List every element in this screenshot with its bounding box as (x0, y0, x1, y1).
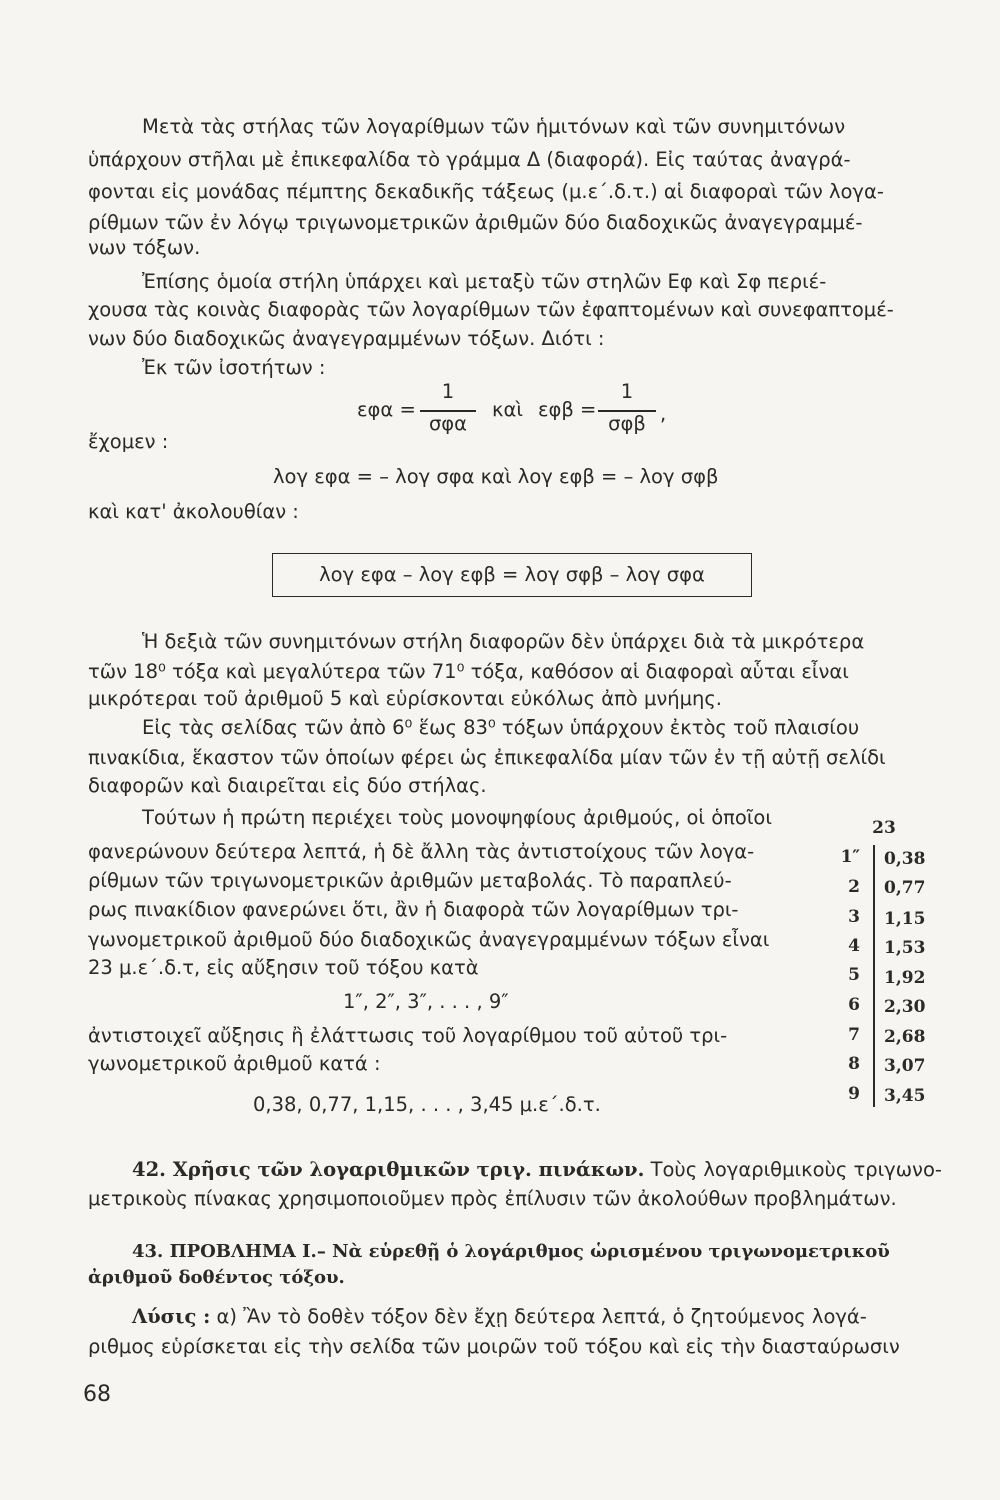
table-seconds: 9 (848, 1084, 860, 1104)
fraction-1-denominator: σφα (428, 412, 468, 435)
solution-text-1: α) Ἂν τὸ δοθὲν τόξον δὲν ἔχῃ δεύτερα λεπτά, ὁ ζητούμενος λογά- (210, 1305, 867, 1328)
table-seconds: 8 (848, 1054, 860, 1074)
section-42-text-1: Τοὺς λογαριθμικοὺς τριγωνο- (644, 1158, 942, 1181)
section-42-heading: 42. Χρῆσις τῶν λογαριθμικῶν τριγ. πινάκων. (132, 1158, 645, 1181)
p1-line-3: φονται εἰς μονάδας πέμπτης δεκαδικῆς τάξεως (μ.ε΄.δ.τ.) αἱ διαφοραὶ τῶν λογα- (88, 180, 884, 203)
p5-line-5: γωνομετρικοῦ ἀριθμοῦ δύο διαδοχικῶς ἀναγεγραμμένων τόξων εἶναι (88, 928, 770, 951)
seconds-line: 1″, 2″, 3″, . . . , 9″ (343, 990, 509, 1013)
section-43-heading-2: ἀριθμοῦ δοθέντος τόξου. (88, 1267, 345, 1288)
solution-line-2: ριθμος εὑρίσκεται εἰς τὴν σελίδα τῶν μοιρῶν τοῦ τόξου καὶ εἰς τὴν διασταύρωσιν (88, 1335, 900, 1358)
boxed-formula: λογ εφα – λογ εφβ = λογ σφβ – λογ σφα (272, 553, 752, 597)
fraction-1-numerator: 1 (441, 380, 455, 403)
page-number: 68 (83, 1382, 111, 1407)
equation-2: λογ εφα = – λογ σφα καὶ λογ εφβ = – λογ σφβ (273, 465, 719, 488)
table-seconds: 5 (848, 965, 860, 985)
table-seconds: 4 (848, 936, 860, 956)
eq1-lhs-2: εφβ = (538, 398, 597, 421)
fraction-2-numerator: 1 (620, 380, 634, 403)
from-equalities: Ἐκ τῶν ἰσοτήτων : (142, 356, 326, 379)
we-have: ἔχομεν : (88, 430, 169, 453)
p4-line-1: Εἰς τὰς σελίδας τῶν ἀπὸ 6⁰ ἕως 83⁰ τόξων ὑπάρχουν ἐκτὸς τοῦ πλαισίου (142, 716, 860, 739)
p4-line-3: διαφορῶν καὶ διαιρεῖται εἰς δύο στήλας. (88, 774, 487, 797)
table-value: 1,92 (884, 968, 926, 988)
fraction-2-denominator: σφβ (608, 412, 646, 435)
p6-line-2: γωνομετρικοῦ ἀριθμοῦ κατά : (88, 1052, 381, 1075)
p5-line-1: Τούτων ἡ πρώτη περιέχει τοὺς μονοψηφίους ἀριθμούς, οἱ ὁποῖοι (142, 806, 772, 829)
table-header: 23 (872, 818, 896, 838)
solution-label: Λύσις : (132, 1305, 211, 1328)
values-line: 0,38, 0,77, 1,15, . . . , 3,45 μ.ε΄.δ.τ. (253, 1093, 601, 1116)
table-seconds: 3 (848, 907, 860, 927)
p1-line-5: νων τόξων. (88, 236, 201, 259)
table-seconds: 1″ (840, 847, 860, 867)
section-42-line-2: μετρικοὺς πίνακας χρησιμοποιοῦμεν πρὸς ἐπίλυσιν τῶν ἀκολούθων προβλημάτων. (88, 1187, 897, 1210)
table-value: 0,38 (884, 849, 926, 869)
p5-line-3: ρίθμων τῶν τριγωνομετρικῶν ἀριθμῶν μεταβολάς. Τὸ παραπλεύ- (88, 869, 732, 892)
eq1-and: καὶ (492, 398, 523, 421)
table-value: 2,68 (884, 1027, 926, 1047)
p6-line-1: ἀντιστοιχεῖ αὔξησις ἢ ἐλάττωσις τοῦ λογαρίθμου τοῦ αὐτοῦ τρι- (88, 1024, 728, 1047)
eq1-comma: , (660, 402, 667, 425)
table-seconds: 6 (848, 995, 860, 1015)
table-value: 1,15 (884, 909, 926, 929)
p2-line-3: νων δύο διαδοχικῶς ἀναγεγραμμένων τόξων. Διότι : (88, 327, 605, 350)
p3-line-1: Ἡ δεξιὰ τῶν συνημιτόνων στήλη διαφορῶν δὲν ὑπάρχει διὰ τὰ μικρότερα (142, 630, 865, 653)
p1-line-2: ὑπάρχουν στῆλαι μὲ ἐπικεφαλίδα τὸ γράμμα Δ (διαφορά). Εἰς ταύτας ἀναγρά- (88, 148, 851, 171)
table-value: 0,77 (884, 878, 926, 898)
table-value: 2,30 (884, 997, 926, 1017)
p2-line-2: χουσα τὰς κοινὰς διαφορὰς τῶν λογαρίθμων τῶν ἐφαπτομένων καὶ συνεφαπτομέ- (88, 298, 894, 321)
p3-line-2: τῶν 18⁰ τόξα καὶ μεγαλύτερα τῶν 71⁰ τόξα, καθόσον αἱ διαφοραὶ αὗται εἶναι (88, 660, 849, 683)
table-value: 3,45 (884, 1086, 926, 1106)
p1-line-4: ρίθμων τῶν ἐν λόγῳ τριγωνομετρικῶν ἀριθμῶν δύο διαδοχικῶς ἀναγεγραμμέ- (88, 211, 863, 234)
p5-line-6: 23 μ.ε΄.δ.τ, εἰς αὔξησιν τοῦ τόξου κατὰ (88, 956, 479, 979)
table-seconds: 2 (848, 877, 860, 897)
table-seconds: 7 (848, 1025, 860, 1045)
table-value: 3,07 (884, 1056, 926, 1076)
table-value: 1,53 (884, 938, 926, 958)
p5-line-2: φανερώνουν δεύτερα λεπτά, ἡ δὲ ἄλλη τὰς ἀντιστοίχους τῶν λογα- (88, 840, 755, 863)
section-42-line-1 (132, 1158, 942, 1182)
p5-line-4: ρως πινακίδιον φανερώνει ὅτι, ἂν ἡ διαφορὰ τῶν λογαρίθμων τρι- (88, 898, 739, 921)
eq1-lhs-1: εφα = (357, 398, 416, 421)
solution-line-1 (132, 1305, 867, 1329)
p1-line-1: Μετὰ τὰς στήλας τῶν λογαρίθμων τῶν ἡμιτόνων καὶ τῶν συνημιτόνων (142, 115, 846, 138)
p4-line-2: πινακίδια, ἕκαστον τῶν ὁποίων φέρει ὡς ἐπικεφαλίδα μίαν τῶν ἐν τῇ αὐτῇ σελίδι (88, 746, 886, 769)
p2-line-1: Ἐπίσης ὁμοία στήλη ὑπάρχει καὶ μεταξὺ τῶν στηλῶν Εφ καὶ Σφ περιέ- (142, 270, 827, 293)
table-divider (873, 845, 875, 1107)
consequently: καὶ κατ' ἀκολουθίαν : (88, 500, 299, 523)
p3-line-3: μικρότεραι τοῦ ἀριθμοῦ 5 καὶ εὑρίσκονται εὐκόλως ἀπὸ μνήμης. (88, 687, 723, 710)
section-43-heading: 43. ΠΡΟΒΛΗΜΑ Ι.– Νὰ εὑρεθῇ ὁ λογάριθμος ὡρισμένου τριγωνομετρικοῦ (132, 1241, 890, 1262)
